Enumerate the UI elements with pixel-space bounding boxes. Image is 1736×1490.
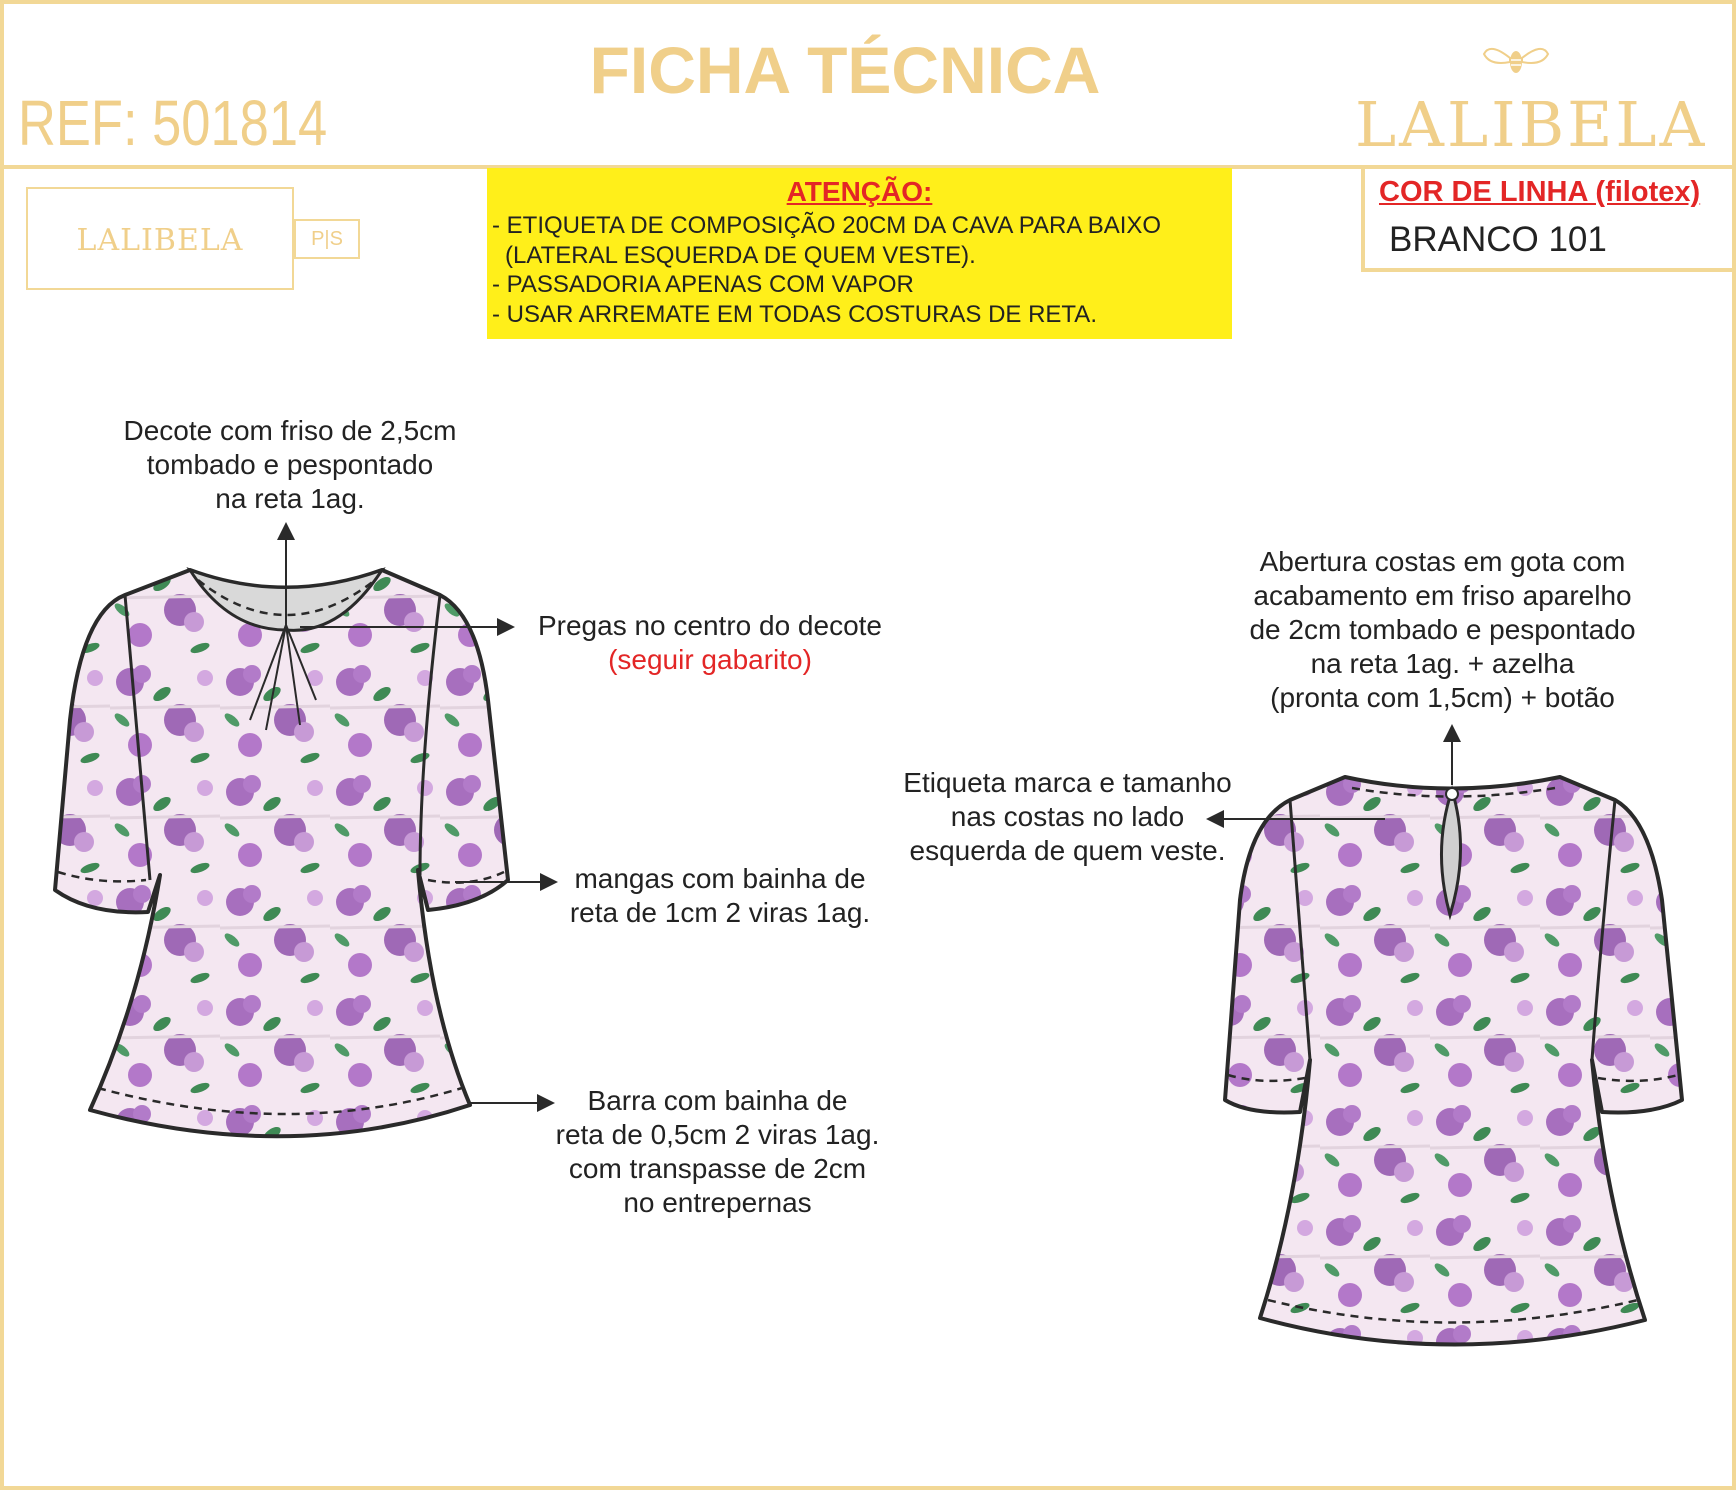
attention-line: - ETIQUETA DE COMPOSIÇÃO 20CM DA CAVA PARA BAIXO: [492, 212, 1162, 239]
note-line: Barra com bainha de: [587, 1085, 848, 1116]
sleeves-note: [550, 862, 890, 930]
note-line: tombado e pespontado: [146, 449, 434, 480]
attention-title: ATENÇÃO:: [786, 176, 933, 207]
attention-line: - USAR ARREMATE EM TODAS COSTURAS DE RETA.: [492, 301, 1097, 328]
pleats-note: [520, 609, 900, 677]
attention-line: (LATERAL ESQUERDA DE QUEM VESTE).: [505, 242, 976, 269]
note-line: Abertura costas em gota com: [1259, 546, 1626, 577]
note-line: reta de 0,5cm 2 viras 1ag.: [555, 1119, 880, 1150]
note-line: acabamento em friso aparelho: [1253, 580, 1632, 611]
note-line: Etiqueta marca e tamanho: [903, 767, 1232, 798]
note-line: na reta 1ag. + azelha: [1310, 648, 1575, 679]
note-line: reta de 1cm 2 viras 1ag.: [569, 897, 871, 928]
note-line: na reta 1ag.: [215, 483, 365, 514]
reference-code: REF: 501814: [18, 87, 328, 159]
size-label-tag: P|S: [294, 219, 360, 259]
note-line: Pregas no centro do decote: [537, 610, 882, 641]
back-view-garment: [1225, 777, 1682, 1345]
note-line: nas costas no lado: [950, 801, 1185, 832]
back-opening-note: [1230, 545, 1655, 715]
note-line: no entrepernas: [623, 1187, 812, 1218]
note-line: (pronta com 1,5cm) + botão: [1270, 682, 1615, 713]
label-tag-brand: LALIBELA: [76, 223, 244, 258]
brand-logo: LALIBELA: [1355, 88, 1708, 161]
thread-color-title: COR DE LINHA (filotex): [1379, 176, 1701, 208]
note-line: Decote com friso de 2,5cm: [123, 415, 457, 446]
hem-note: [540, 1084, 895, 1220]
attention-line: - PASSADORIA APENAS COM VAPOR: [492, 271, 914, 298]
thread-color-value: BRANCO 101: [1389, 220, 1607, 259]
note-line: mangas com bainha de: [574, 863, 866, 894]
neckline-note: [90, 414, 490, 516]
note-line: com transpasse de 2cm: [568, 1153, 867, 1184]
note-line: de 2cm tombado e pespontado: [1249, 614, 1636, 645]
brand-label-note: [885, 766, 1250, 868]
note-line-highlight: (seguir gabarito): [608, 644, 812, 675]
page-title: FICHA TÉCNICA: [589, 33, 1101, 107]
front-view-garment: [55, 570, 508, 1136]
note-line: esquerda de quem veste.: [909, 835, 1226, 866]
